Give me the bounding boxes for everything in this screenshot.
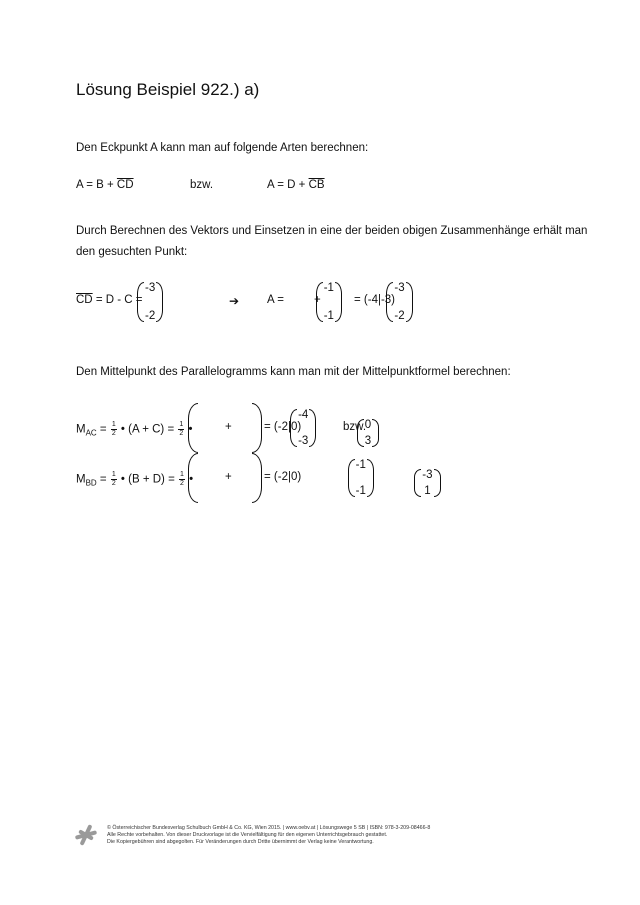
page-title: Lösung Beispiel 922.) a) [76, 80, 260, 99]
footer-copyright: © Österreichischer Bundesverlag Schulbuch GmbH & Co. KG, Wien 2015. | www.oebv.at | Lösungswege 5 SB | ISBN: 978-3-209-08466-8 [107, 825, 431, 831]
equation-a-dcb: $A = D + \overline{CB}$ [267, 179, 325, 191]
fraction-half: $\frac{1}{2}$ [111, 421, 116, 437]
paragraph-line: Durch Berechnen des Vektors und Einsetzen in eine der beiden obigen Zusammenhänge erhält man [76, 225, 588, 237]
footer-disclaimer: Die Kopiergebühren sind abgegolten. Für Veränderungen durch Dritte übernimmt der Verlag keine Verantwortung. [107, 839, 374, 845]
fraction-half: $\frac{1}{2}$ [111, 471, 116, 487]
bzw-label: bzw. [343, 421, 367, 433]
fraction-half: $\frac{1}{2}$ [179, 421, 184, 437]
vector-a-second: -3 -2 [386, 282, 412, 322]
equation-a-bcd: $A = B + \overline{CD}$ [76, 179, 134, 191]
equation-cd: $\overline{CD} = D - C$ = [76, 294, 143, 306]
mbd-result: = (-2|0) [264, 471, 302, 483]
equation-mac: $M_{AC}$ = $\frac{1}{2}$ • (A + C) = $\frac{1}{2}$ • [76, 421, 193, 438]
big-paren-right [252, 453, 262, 503]
vector-cd-label: $\overline{CD}$ [116, 179, 134, 191]
big-paren-right [252, 403, 262, 453]
footer-rights: Alle Rechte vorbehalten. Von dieser Druckvorlage ist die Vervielfältigung für den eigenen Unterrichtsgebrauch gestattet. [107, 832, 388, 838]
big-paren-left [188, 403, 198, 453]
vector-mac-first: -4 -3 [290, 409, 316, 447]
a-result: = (-4|-3) [354, 294, 396, 306]
bzw-label: bzw. [190, 179, 214, 191]
intro-text: Den Eckpunkt A kann man auf folgende Arten berechnen: [76, 142, 369, 154]
vector-mbd-second: -3 1 [414, 469, 440, 497]
plus-sign: + [314, 294, 321, 306]
arrow-right-icon: ➔ [229, 294, 240, 308]
equation-a-label: A = [267, 294, 284, 306]
big-paren-left [188, 453, 198, 503]
publisher-logo-icon [74, 823, 98, 847]
paragraph-midpoint: Den Mittelpunkt des Parallelogramms kann man mit der Mittelpunktformel berechnen: [76, 366, 511, 378]
plus-sign: + [225, 421, 232, 433]
vector-mac-second: 0 3 [357, 419, 379, 447]
fraction-half: $\frac{1}{2}$ [180, 471, 184, 487]
equation-mbd: $M_{BD}$ = $\frac{1}{2}$ • (B + D) = $\frac{1}{2}$ • [76, 471, 194, 488]
vector-mbd-first: -1 -1 [348, 459, 374, 497]
plus-sign: + [225, 471, 232, 483]
paragraph-line: den gesuchten Punkt: [76, 246, 188, 258]
vector-a-first: -1 -1 [316, 282, 342, 322]
mac-result: = (-2|0) [264, 421, 302, 433]
vector-cd-value: -3 -2 [137, 282, 163, 322]
vector-cb-label: $\overline{CB}$ [308, 179, 325, 191]
